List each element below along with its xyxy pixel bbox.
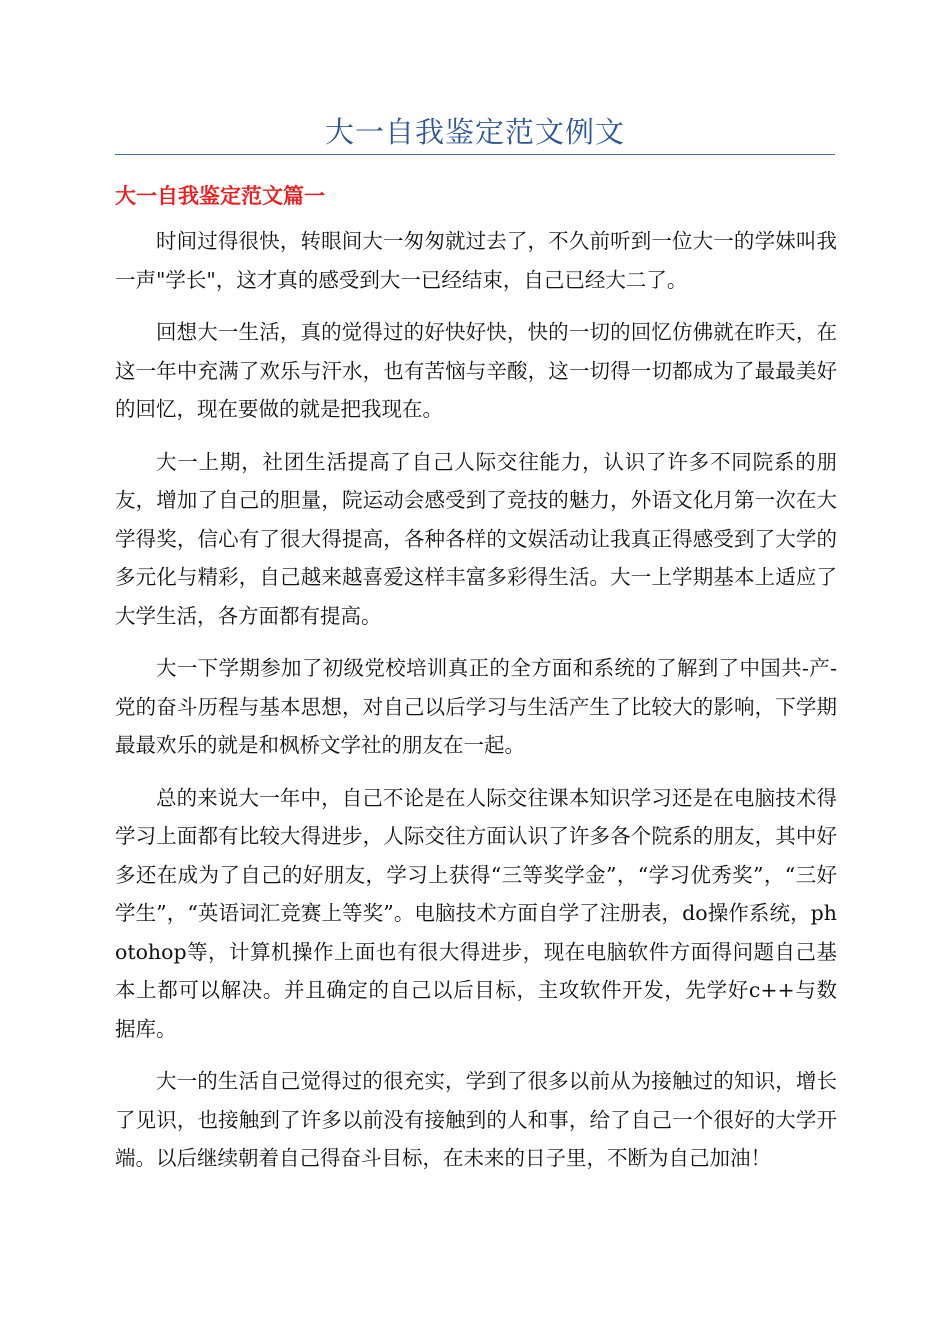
paragraph: 大一下学期参加了初级党校培训真正的全方面和系统的了解到了中国共-产-党的奋斗历程与基本思想，对自己以后学习与生活产生了比较大的影响，下学期最最欢乐的就是和枫桥文学社的朋友在一起。 [115,656,837,757]
document-body [115,222,837,1192]
title-underline [115,154,835,155]
section-heading: 大一自我鉴定范文篇一 [115,184,325,208]
paragraph: 大一上期，社团生活提高了自己人际交往能力，认识了许多不同院系的朋友，增加了自己的胆量，院运动会感受到了竞技的魅力，外语文化月第一次在大学得奖，信心有了很大得提高，各种各样的文娱活动让我真正得感受到了大学的多元化与精彩，自己越来越喜爱这样丰富多彩得生活。大一上学期基本上适应了大学生活，各方面都有提高。 [115,449,837,628]
paragraph: 大一的生活自己觉得过的很充实，学到了很多以前从为接触过的知识，增长了见识，也接触到了许多以前没有接触到的人和事，给了自己一个很好的大学开端。以后继续朝着自己得奋斗目标，在未来的日子里，不断为自己加油！ [115,1069,837,1170]
document-title: 大一自我鉴定范文例文 [324,115,625,149]
paragraph: 总的来说大一年中，自己不论是在人际交往课本知识学习还是在电脑技术得学习上面都有比较大得进步，人际交往方面认识了许多各个院系的朋友，其中好多还在成为了自己的好朋友，学习上获得“三等奖学金”，“学习优秀奖”，“三好学生”，“英语词汇竞赛上等奖”。电脑技术方面自学了注册表，do操作系统，photohop等，计算机操作上面也有很大得进步，现在电脑软件方面得问题自己基本上都可以解决。并且确定的自己以后目标，主攻软件开发，先学好c++与数据库。 [115,785,837,1041]
paragraph: 时间过得很快，转眼间大一匆匆就过去了，不久前听到一位大一的学妹叫我一声"学长"，这才真的感受到大一已经结束，自己已经大二了。 [115,229,837,292]
paragraph: 回想大一生活，真的觉得过的好快好快，快的一切的回忆仿佛就在昨天，在这一年中充满了欢乐与汗水，也有苦恼与辛酸，这一切得一切都成为了最最美好的回忆，现在要做的就是把我现在。 [115,320,837,421]
